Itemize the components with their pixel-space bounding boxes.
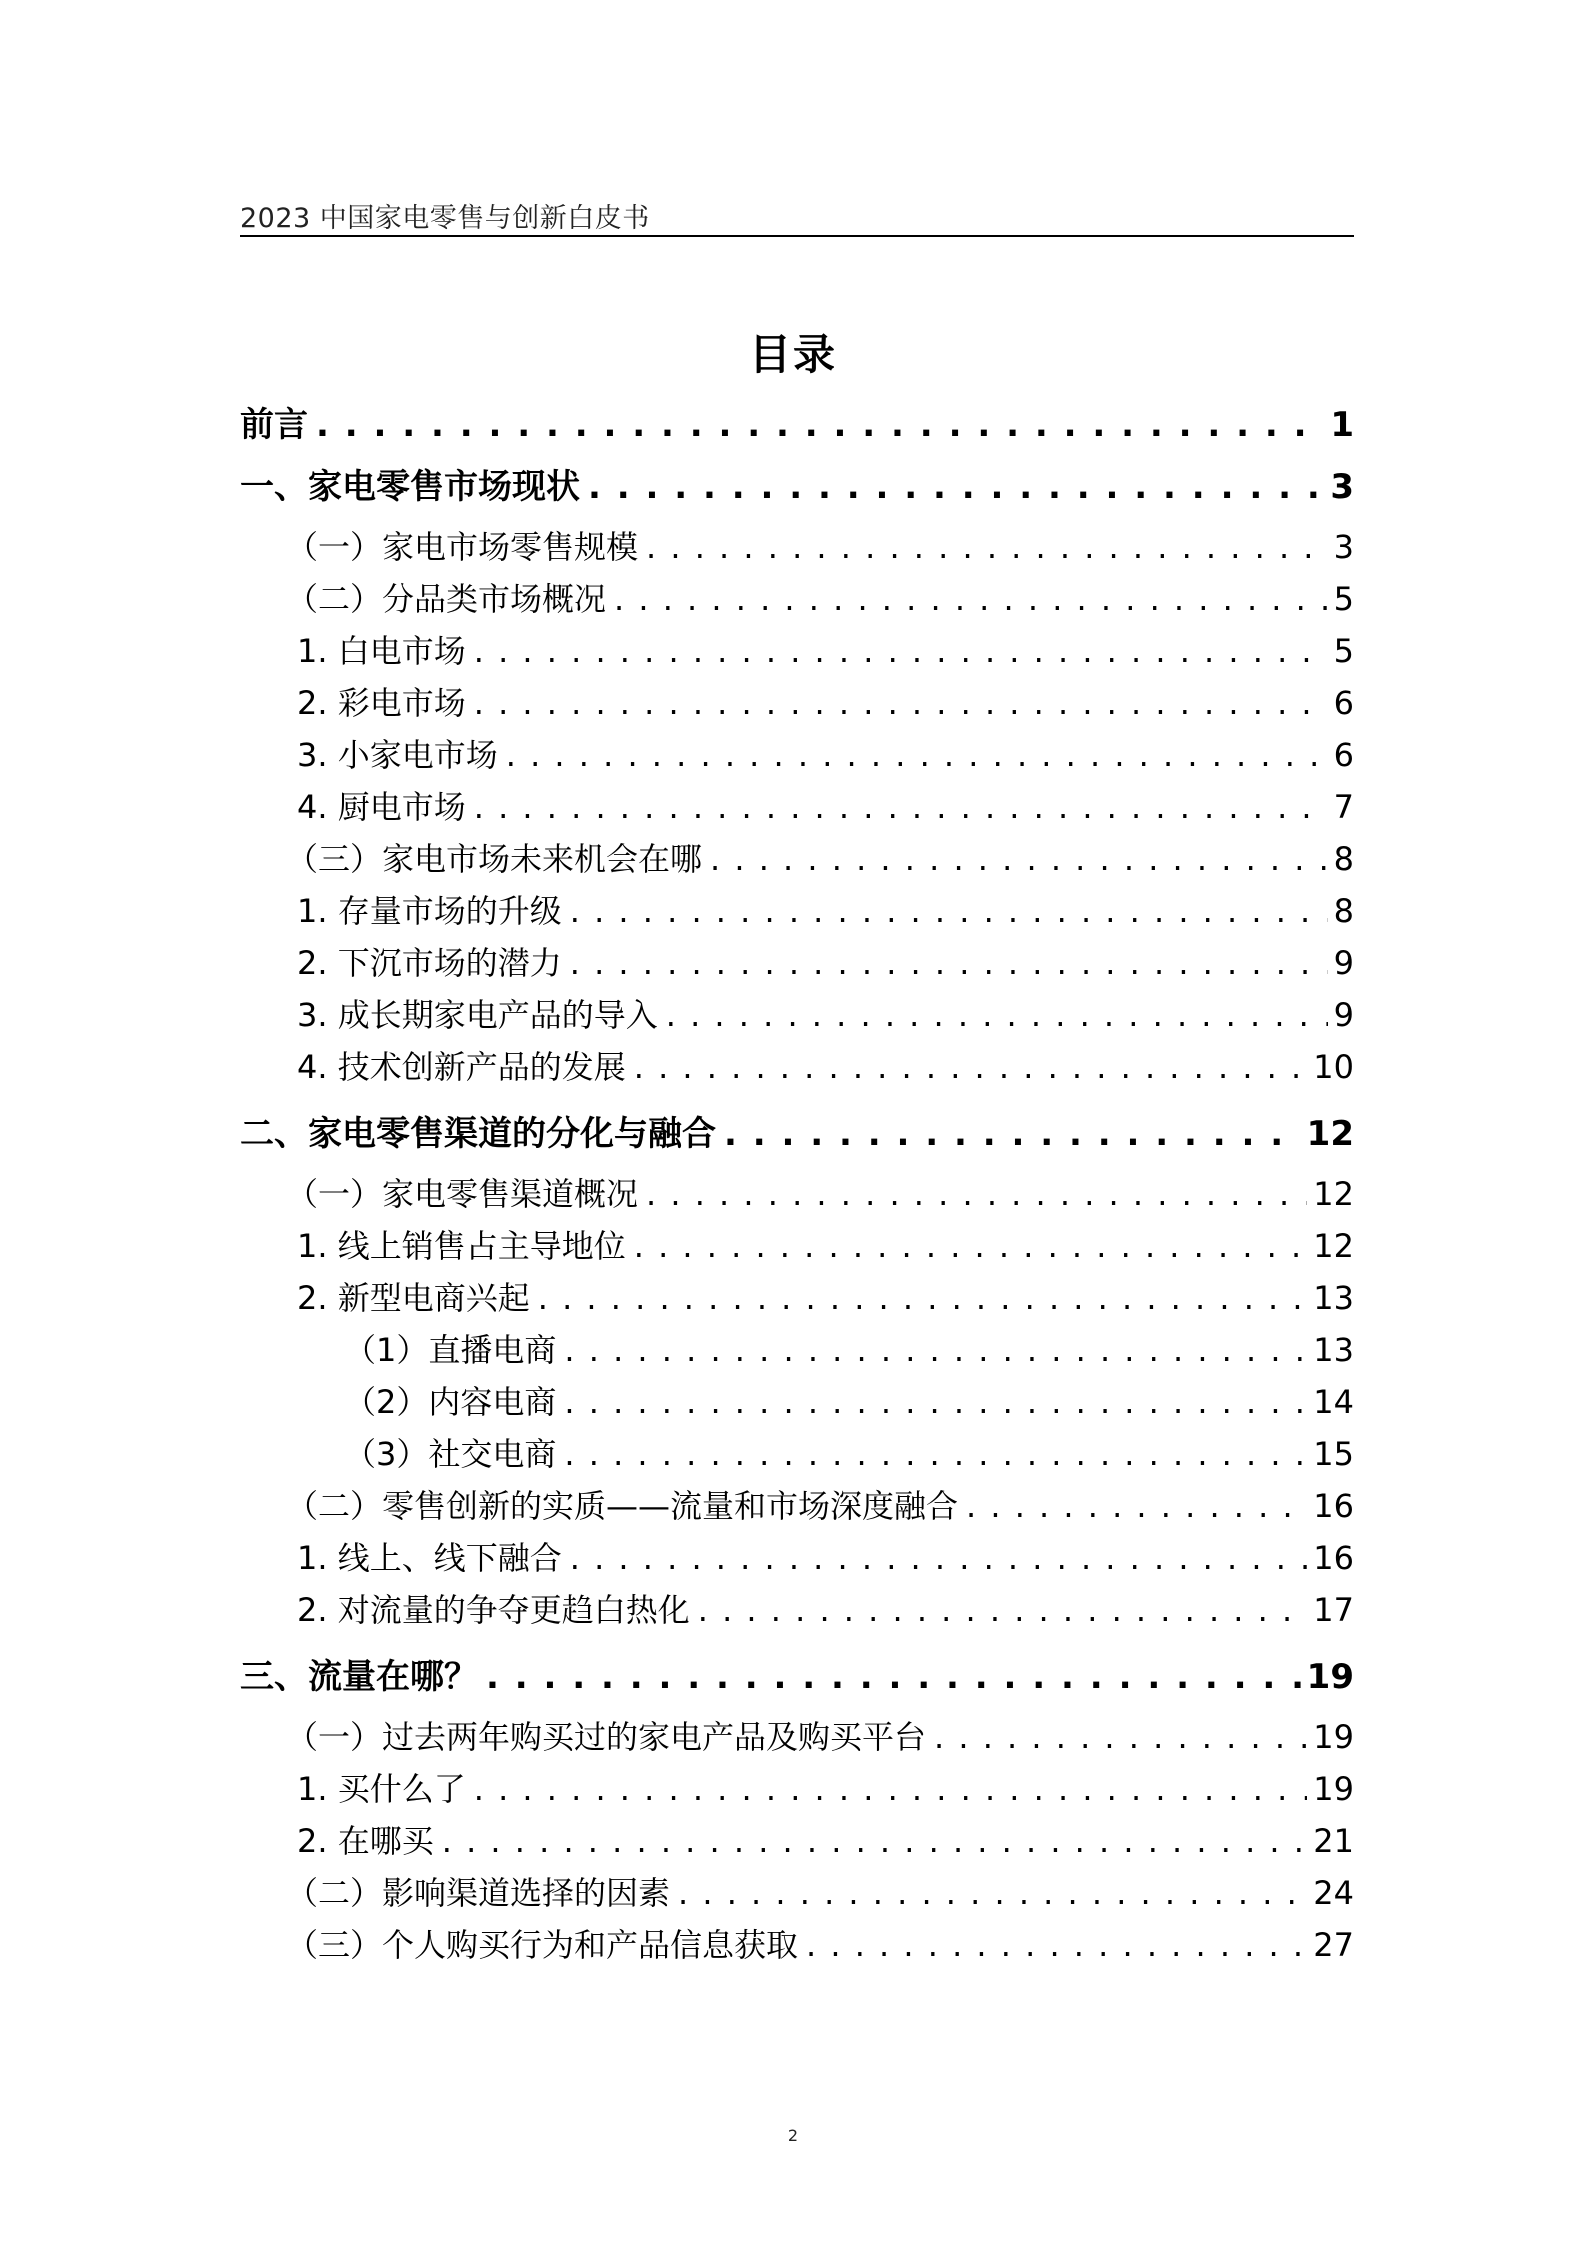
- toc-entry-label: （一）家电零售渠道概况: [286, 1175, 639, 1213]
- toc-page-number: 8: [1333, 840, 1354, 878]
- toc-entry-label: （一）家电市场零售规模: [286, 528, 639, 566]
- toc-entry-subsection[interactable]: [240, 1815, 1354, 1867]
- toc-entry-chapter-2[interactable]: [240, 1101, 1354, 1168]
- toc-entry-section[interactable]: [240, 833, 1354, 885]
- toc-entry-subsection[interactable]: [240, 677, 1354, 729]
- dot-leader: [678, 1867, 1307, 1919]
- toc-page-number: 6: [1333, 684, 1354, 722]
- toc-entry-label: （三）个人购买行为和产品信息获取: [286, 1926, 799, 1964]
- page-number: 2: [787, 2126, 799, 2145]
- toc-entry-subsection[interactable]: [240, 937, 1354, 989]
- toc-page-number: 10: [1313, 1048, 1354, 1086]
- toc-entry-section[interactable]: [240, 521, 1354, 573]
- toc-entry-section[interactable]: [240, 1480, 1354, 1532]
- toc-page-number: 17: [1313, 1591, 1354, 1629]
- toc-entry-label: 3. 小家电市场: [297, 736, 498, 774]
- toc-entry-subsection[interactable]: [240, 885, 1354, 937]
- dot-leader: [442, 1815, 1308, 1867]
- dot-leader: [564, 1376, 1307, 1428]
- toc-entry-section[interactable]: [240, 1919, 1354, 1971]
- toc-page-number: 13: [1313, 1279, 1354, 1317]
- toc-entry-subsection[interactable]: [240, 1532, 1354, 1584]
- toc-page-number: 9: [1333, 996, 1354, 1034]
- dot-leader: [646, 521, 1328, 573]
- toc-entry-label: （三）家电市场未来机会在哪: [286, 840, 703, 878]
- toc-page-number: 3: [1330, 467, 1354, 507]
- toc-entry-item[interactable]: [240, 1324, 1354, 1376]
- toc-entry-label: 二、家电零售渠道的分化与融合: [240, 1114, 716, 1154]
- toc-entry-label: 2. 下沉市场的潜力: [297, 944, 562, 982]
- dot-leader: [474, 781, 1328, 833]
- toc-entry-section[interactable]: [240, 1168, 1354, 1220]
- toc-page-number: 21: [1313, 1822, 1354, 1860]
- toc-page-number: 13: [1313, 1331, 1354, 1369]
- toc-entry-label: （一）过去两年购买过的家电产品及购买平台: [286, 1718, 927, 1756]
- dot-leader: [474, 625, 1328, 677]
- toc-entry-label: 1. 买什么了: [297, 1770, 466, 1808]
- toc-entry-label: 2. 新型电商兴起: [297, 1279, 530, 1317]
- toc-page-number: 3: [1333, 528, 1354, 566]
- toc-entry-label: 3. 成长期家电产品的导入: [297, 996, 658, 1034]
- dot-leader: [570, 885, 1328, 937]
- toc-entry-subsection[interactable]: [240, 989, 1354, 1041]
- toc-page-number: 15: [1313, 1435, 1354, 1473]
- dot-leader: [316, 396, 1324, 454]
- dot-leader: [570, 1532, 1308, 1584]
- dot-leader: [634, 1220, 1308, 1272]
- dot-leader: [564, 1428, 1307, 1480]
- toc-entry-label: （二）分品类市场概况: [286, 580, 607, 618]
- toc-entry-chapter-3[interactable]: [240, 1644, 1354, 1711]
- dot-leader: [564, 1324, 1307, 1376]
- toc-entry-label: 1. 白电市场: [297, 632, 466, 670]
- dot-leader: [486, 1644, 1301, 1711]
- toc-page-number: 12: [1313, 1227, 1354, 1265]
- toc-page-number: 8: [1333, 892, 1354, 930]
- toc-entry-subsection[interactable]: [240, 781, 1354, 833]
- dot-leader: [474, 1763, 1308, 1815]
- dot-leader: [934, 1711, 1307, 1763]
- table-of-contents: [240, 396, 1354, 1971]
- toc-entry-subsection[interactable]: [240, 1272, 1354, 1324]
- toc-entry-subsection[interactable]: [240, 1763, 1354, 1815]
- toc-entry-label: 2. 彩电市场: [297, 684, 466, 722]
- toc-page-number: 12: [1306, 1114, 1354, 1154]
- dot-leader: [570, 937, 1328, 989]
- dot-leader: [966, 1480, 1307, 1532]
- toc-page-number: 19: [1313, 1718, 1354, 1756]
- toc-page-number: 24: [1313, 1874, 1354, 1912]
- toc-page-number: 19: [1313, 1770, 1354, 1808]
- dot-leader: [614, 573, 1328, 625]
- toc-page-number: 14: [1313, 1383, 1354, 1421]
- toc-entry-label: 前言: [240, 405, 308, 445]
- toc-entry-chapter-1[interactable]: [240, 454, 1354, 521]
- dot-leader: [588, 454, 1324, 521]
- dot-leader: [710, 833, 1328, 885]
- toc-page-number: 19: [1306, 1657, 1354, 1697]
- dot-leader: [634, 1041, 1308, 1093]
- toc-entry-label: 1. 存量市场的升级: [297, 892, 562, 930]
- toc-entry-label: 4. 厨电市场: [297, 788, 466, 826]
- toc-entry-label: （1）直播电商: [344, 1331, 557, 1369]
- toc-page-number: 9: [1333, 944, 1354, 982]
- dot-leader: [538, 1272, 1308, 1324]
- dot-leader: [474, 677, 1328, 729]
- dot-leader: [724, 1101, 1301, 1168]
- dot-leader: [646, 1168, 1307, 1220]
- dot-leader: [806, 1919, 1307, 1971]
- toc-page-number: 5: [1333, 632, 1354, 670]
- toc-page-number: 16: [1313, 1539, 1354, 1577]
- toc-entry-label: （3）社交电商: [344, 1435, 557, 1473]
- toc-page-number: 12: [1313, 1175, 1354, 1213]
- toc-entry-label: 4. 技术创新产品的发展: [297, 1048, 626, 1086]
- toc-entry-preface[interactable]: [240, 396, 1354, 454]
- toc-entry-label: 三、流量在哪？: [240, 1657, 478, 1697]
- toc-entry-label: 2. 对流量的争夺更趋白热化: [297, 1591, 690, 1629]
- toc-entry-item[interactable]: [240, 1428, 1354, 1480]
- toc-entry-label: 2. 在哪买: [297, 1822, 434, 1860]
- running-header: 2023 中国家电零售与创新白皮书: [240, 203, 650, 234]
- toc-entry-subsection[interactable]: [240, 729, 1354, 781]
- toc-entry-label: （2）内容电商: [344, 1383, 557, 1421]
- toc-entry-section[interactable]: [240, 1867, 1354, 1919]
- toc-entry-subsection[interactable]: [240, 1584, 1354, 1636]
- toc-entry-subsection[interactable]: [240, 1220, 1354, 1272]
- toc-entry-subsection[interactable]: [240, 1041, 1354, 1093]
- toc-entry-label: （二）影响渠道选择的因素: [286, 1874, 671, 1912]
- toc-entry-section[interactable]: [240, 1711, 1354, 1763]
- toc-entry-section[interactable]: [240, 573, 1354, 625]
- toc-entry-label: 1. 线上销售占主导地位: [297, 1227, 626, 1265]
- toc-page-number: 6: [1333, 736, 1354, 774]
- toc-page-number: 1: [1330, 405, 1354, 445]
- toc-entry-label: 1. 线上、线下融合: [297, 1539, 562, 1577]
- dot-leader: [698, 1584, 1308, 1636]
- header-rule: [240, 235, 1354, 237]
- dot-leader: [506, 729, 1328, 781]
- toc-page-number: 5: [1333, 580, 1354, 618]
- toc-entry-subsection[interactable]: [240, 625, 1354, 677]
- toc-entry-label: （二）零售创新的实质——流量和市场深度融合: [286, 1487, 959, 1525]
- dot-leader: [666, 989, 1328, 1041]
- toc-page-number: 16: [1313, 1487, 1354, 1525]
- toc-entry-item[interactable]: [240, 1376, 1354, 1428]
- toc-page-number: 7: [1333, 788, 1354, 826]
- toc-title: 目录: [748, 330, 837, 379]
- toc-page-number: 27: [1313, 1926, 1354, 1964]
- toc-entry-label: 一、家电零售市场现状: [240, 467, 580, 507]
